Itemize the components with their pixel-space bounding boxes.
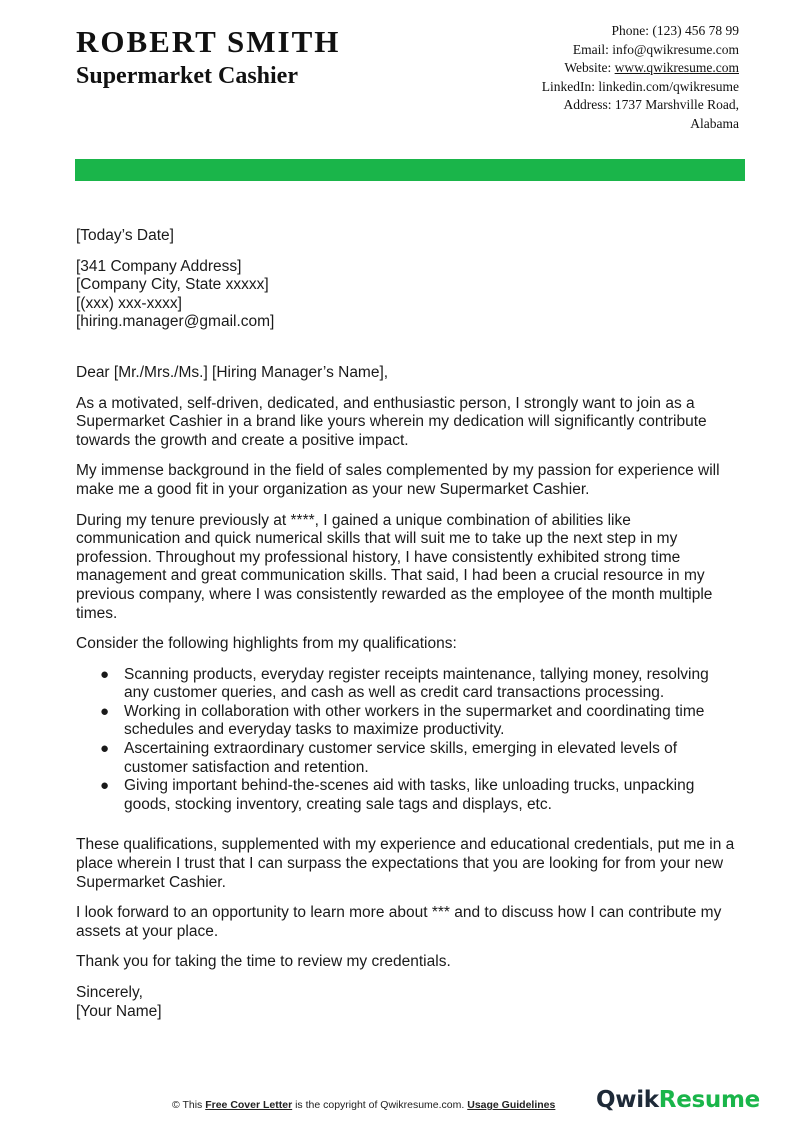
free-cover-letter-link[interactable]: Free Cover Letter [205, 1099, 293, 1111]
list-item-text: Giving important behind-the-scenes aid with tasks, like unloading trucks, unpacking goods, stocking inventory, creating sale tags and displays, etc. [124, 777, 695, 813]
list-item-text: Working in collaboration with other workers in the supermarket and coordinating time schedules and everyday tasks to maximize productivity. [124, 702, 705, 739]
body-paragraph: During my tenure previously at ****, I gained a unique combination of abilities like communication and quick numerical skills that will suit me to take up the next step in my profession. Throughout my professional history, I have consistently exhibited strong time management and great communication skills. That said, I had been a crucial resource in my previous company, where I was consistently rewarded as the employee of the month multiple times. [76, 511, 713, 622]
website-link[interactable]: www.qwikresume.com [614, 60, 739, 75]
list-item [100, 665, 736, 703]
bullet-icon: ● [100, 665, 110, 683]
contact-address-line2: Alabama [690, 115, 739, 131]
letter-date: [Today’s Date] [76, 227, 174, 244]
body-paragraph: My immense background in the field of sales complemented by my passion for experience will make me a good fit in your organization as your new Supermarket Cashier. [76, 462, 720, 498]
list-item [100, 777, 736, 814]
logo-qwik-text: Qwik [596, 1087, 659, 1113]
closing-paragraph: Thank you for taking the time to review my credentials. [76, 953, 451, 971]
body-paragraph: As a motivated, self-driven, dedicated, and enthusiastic person, I strongly want to join as a Supermarket Cashier in a brand like yours wherein my dedication will significantly contribute towards the growth and create a positive impact. [76, 394, 707, 449]
signature-name: [Your Name] [76, 1002, 162, 1020]
qualifications-list [76, 666, 736, 815]
contact-address-line1: Address: 1737 Marshville Road, [563, 97, 739, 112]
list-item-text: Ascertaining extraordinary customer service skills, emerging in elevated levels of customer satisfaction and retention. [124, 740, 678, 776]
spacer [76, 344, 736, 364]
logo-resume-text: Resume [658, 1087, 760, 1113]
copyright-notice [172, 1099, 555, 1111]
recipient-address [76, 258, 736, 332]
contact-website [439, 59, 739, 78]
copyright-prefix: © This [172, 1099, 206, 1111]
bullet-icon: ● [100, 740, 110, 758]
closing-paragraph: These qualifications, supplemented with my experience and educational credentials, put me in a place wherein I trust that I can surpass the expectations that you are looking for from your new Supermarket Cashier. [76, 836, 735, 891]
list-item [100, 740, 736, 777]
signoff-block [76, 984, 736, 1021]
list-item-text: Scanning products, everyday register receipts maintenance, tallying money, resolving any customer queries, and cash as well as credit card transactions processing. [124, 665, 709, 702]
recipient-line: [Company City, State xxxxx] [76, 276, 269, 294]
usage-guidelines-link[interactable]: Usage Guidelines [467, 1099, 556, 1111]
recipient-line: [341 Company Address] [76, 257, 242, 275]
letter-body [76, 227, 736, 1021]
contact-linkedin: LinkedIn: linkedin.com/qwikresume [541, 78, 739, 94]
qwikresume-logo [596, 1087, 760, 1113]
contact-phone: Phone: (123) 456 78 99 [611, 23, 739, 38]
body-paragraph: Consider the following highlights from my qualifications: [76, 635, 457, 653]
contact-email: Email: info@qwikresume.com [572, 41, 739, 57]
list-item [100, 702, 736, 740]
salutation: Dear [Mr./Mrs./Ms.] [Hiring Manager’s Name], [76, 363, 389, 381]
signoff: Sincerely, [76, 984, 143, 1001]
bullet-icon: ● [100, 777, 110, 795]
copyright-middle: is the copyright of Qwikresume.com. [292, 1099, 468, 1111]
recipient-line: [(xxx) xxx-xxxx] [76, 294, 182, 312]
applicant-name: ROBERT SMITH [76, 24, 341, 59]
closing-paragraph: I look forward to an opportunity to learn more about *** and to discuss how I can contribute my assets at your place. [76, 904, 722, 940]
website-label: Website: [564, 60, 615, 75]
accent-divider-bar [75, 159, 745, 181]
spacer [76, 826, 736, 836]
recipient-line: [hiring.manager@gmail.com] [76, 313, 275, 331]
bullet-icon: ● [100, 702, 110, 720]
applicant-role: Supermarket Cashier [76, 63, 298, 89]
contact-block [439, 22, 739, 133]
